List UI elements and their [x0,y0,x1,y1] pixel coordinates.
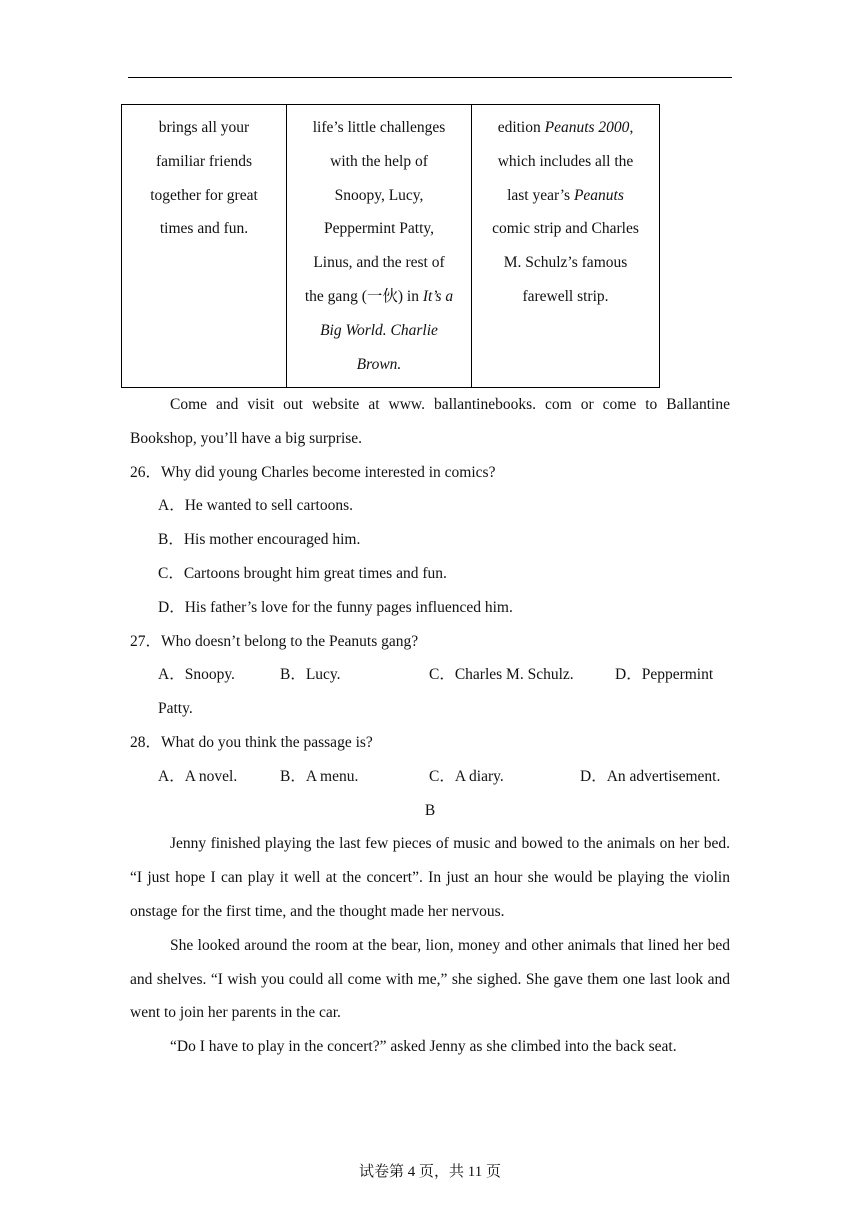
book-title-italic: It’s a [422,287,454,305]
cell-line: brings all your [158,119,250,136]
question-27: 27．Who doesn’t belong to the Peanuts gang? [130,632,419,650]
option-26-c: C．Cartoons brought him great times and fun. [158,564,447,582]
cell-line [293,348,465,382]
option-26-d: D．His father’s love for the funny pages influenced him. [158,598,513,616]
option-28-b: B．A menu. [280,767,359,785]
cell-line: times and fun. [159,220,249,238]
cell-line: comic strip and Charles [492,220,639,238]
option-27-a: A．Snoopy. [158,666,235,684]
table-cell-2 [287,105,472,388]
cell-line: familiar friends [156,152,252,170]
book-title-italic: Big World. Charlie [320,321,438,339]
cell-line: Peppermint Patty, [323,220,435,238]
table-cell-1 [122,105,287,388]
page-footer: 试卷第 4 页，共 11 页 [359,1164,501,1180]
cell-line [293,314,465,348]
cell-line: with the help of [330,152,428,170]
cell-line: which includes all the [497,152,634,170]
option-28-d: D．An advertisement. [580,767,721,785]
cell-text: last year’s [507,186,574,204]
cell-line: Linus, and the rest of [313,254,445,272]
passage-b-paragraph-3: “Do I have to play in the concert?” asked Jenny as she climbed into the back seat. [170,1038,677,1056]
option-27-b: B．Lucy. [280,666,341,684]
cell-text: edition [497,119,545,136]
section-b-heading: B [424,801,436,819]
passage-b-paragraph-1: Jenny finished playing the last few pieces of music and bowed to the animals on her bed. “I just hope I can play it well at the concert”. In just an hour she would be playing the violin onstage for the first time, and the thought made her nervous. [130,835,730,920]
questions-block [130,388,730,1064]
cell-line: M. Schulz’s famous [503,254,628,272]
book-title-italic: Peanuts [573,186,624,204]
table-cell-3 [472,105,660,388]
options-row-27 [130,658,730,692]
cell-line: farewell strip. [522,287,609,305]
cell-line: Snoopy, Lucy, [334,186,424,204]
question-26: 26．Why did young Charles become interested in comics? [130,463,496,481]
book-title-italic: Peanuts 2000 [544,119,630,136]
option-26-a: A．He wanted to sell cartoons. [158,497,353,515]
cell-text: , [629,119,634,136]
visit-paragraph: Come and visit out website at www. ballantinebooks. com or come to Ballantine Bookshop, you’ll have a big surprise. [130,396,730,447]
option-28-c: C．A diary. [429,767,504,785]
book-promo-table [121,104,660,388]
cell-line [478,111,653,145]
option-27-c: C．Charles M. Schulz. [429,666,574,684]
options-row-28 [130,760,730,794]
passage-b-paragraph-2: She looked around the room at the bear, lion, money and other animals that lined her bed and shelves. “I wish you could all come with me,” she sighed. She gave them one last look and went to join her parents in the car. [130,936,730,1022]
option-27-d-wrap: Patty. [158,700,193,718]
cell-line: life’s little challenges [312,119,446,136]
cell-text: the gang (一伙) in [304,287,423,305]
option-27-d: D．Peppermint [615,666,714,684]
option-28-a: A．A novel. [158,767,238,785]
cell-line [293,280,465,314]
cell-line: together for great [150,186,258,204]
book-title-italic: Brown. [356,355,402,373]
table-row [122,105,660,388]
option-26-b: B．His mother encouraged him. [158,531,361,549]
cell-line [478,179,653,213]
question-28: 28．What do you think the passage is? [130,733,373,751]
header-rule [128,77,732,78]
